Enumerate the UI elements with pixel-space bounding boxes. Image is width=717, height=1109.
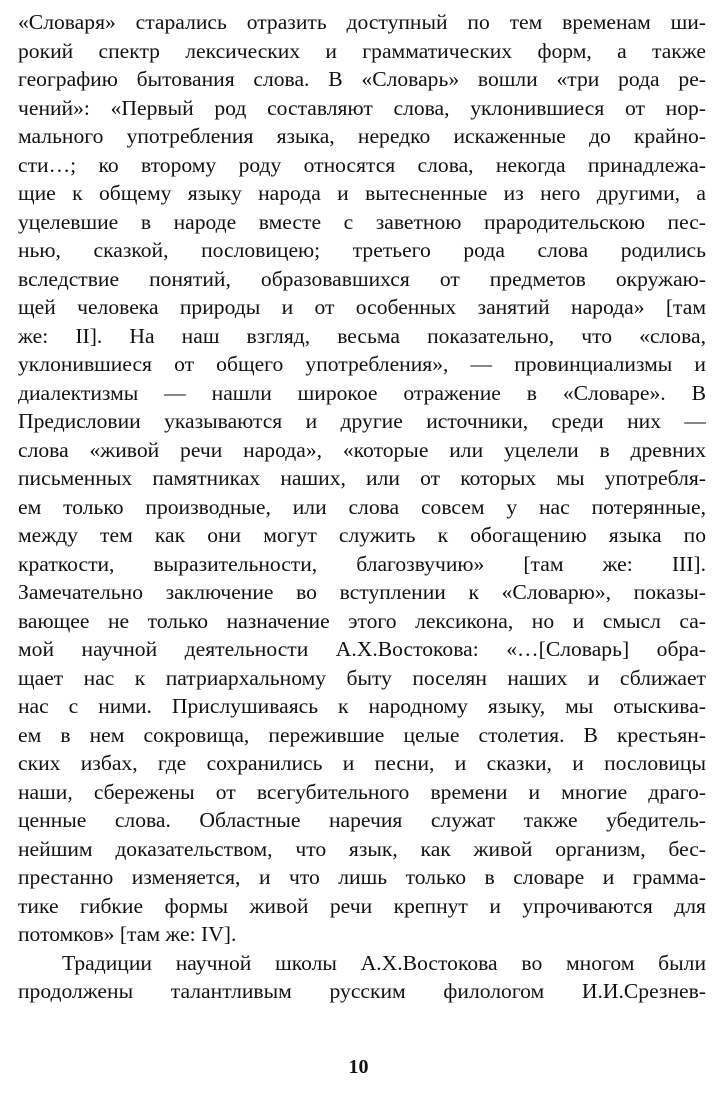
text-line: чений»: «Первый род составляют слова, уклонившиеся от нор-: [18, 95, 706, 120]
text-line: же: II]. На наш взгляд, весьма показательно, что «слова,: [18, 323, 706, 348]
text-line: вающее не только назначение этого лексикона, но и смысл са-: [18, 608, 706, 633]
text-line: нейшим доказательством, что язык, как живой организм, бес-: [18, 836, 706, 861]
text-line: престанно изменяется, и что лишь только в словаре и грамма-: [18, 865, 706, 889]
paragraph-end-line: потомков» [там же: IV].: [18, 922, 237, 946]
text-line: Предисловии указываются и другие источники, среди них —: [18, 409, 706, 433]
text-line: «Словаря» старались отразить доступный по тем временам ши-: [18, 10, 706, 34]
text-line: мального употребления языка, нередко искаженные до крайно-: [18, 124, 706, 148]
page-number: 10: [348, 1056, 369, 1078]
text-line: продолжены талантливым русским филологом И.И.Срезнев-: [18, 979, 706, 1003]
text-line: сти…; ко второму роду относятся слова, некогда принадлежа-: [18, 152, 706, 177]
text-line: тике гибкие формы живой речи крепнут и упрочиваются для: [18, 893, 706, 918]
text-line: уцелевшие в народе вместе с заветною прародительскою пес-: [18, 209, 706, 234]
text-line: рокий спектр лексических и грамматических форм, а также: [18, 38, 706, 63]
text-line: ценные слова. Областные наречия служат также убедитель-: [18, 808, 706, 832]
text-line: краткости, выразительности, благозвучию» [там же: III].: [18, 551, 706, 576]
text-line: щие к общему языку народа и вытесненные из него другими, а: [18, 181, 706, 205]
text-line: нас с ними. Прислушиваясь к народному языку, мы отыскива-: [18, 694, 706, 718]
text-line: письменных памятниках наших, или от которых мы употребля-: [18, 466, 706, 490]
text-line: Замечательно заключение во вступлении к «Словарю», показы-: [18, 580, 706, 604]
text-line: щей человека природы и от особенных занятий народа» [там: [18, 295, 706, 319]
text-line: диалектизмы — нашли широкое отражение в «Словаре». В: [18, 380, 706, 405]
text-line: между тем как они могут служить к обогащению языка по: [18, 523, 706, 547]
text-line: ем в нем сокровища, пережившие целые столетия. В крестьян-: [18, 722, 706, 747]
text-line: щает нас к патриархальному быту поселян наших и сближает: [18, 665, 706, 690]
text-line: нью, сказкой, пословицею; третьего рода слова родились: [18, 238, 706, 262]
text-line: вследствие понятий, образовавшихся от предметов окружаю-: [18, 266, 706, 291]
text-line: ем только производные, или слова совсем у нас потерянные,: [18, 494, 706, 519]
text-line: наши, сбережены от всегубительного времени и многие драго-: [18, 779, 706, 804]
text-line: географию бытования слова. В «Словарь» вошли «три рода ре-: [18, 67, 706, 91]
text-line: мой научной деятельности А.Х.Востокова: «…[Словарь] обра-: [18, 637, 706, 661]
paragraph-start-line: Традиции научной школы А.Х.Востокова во многом были: [62, 950, 706, 975]
document-body: [18, 8, 706, 1006]
text-line: ских избах, где сохранились и песни, и сказки, и пословицы: [18, 751, 706, 775]
text-line: уклонившиеся от общего употребления», — провинциализмы и: [18, 352, 706, 376]
text-line: слова «живой речи народа», «которые или уцелели в древних: [18, 437, 706, 462]
